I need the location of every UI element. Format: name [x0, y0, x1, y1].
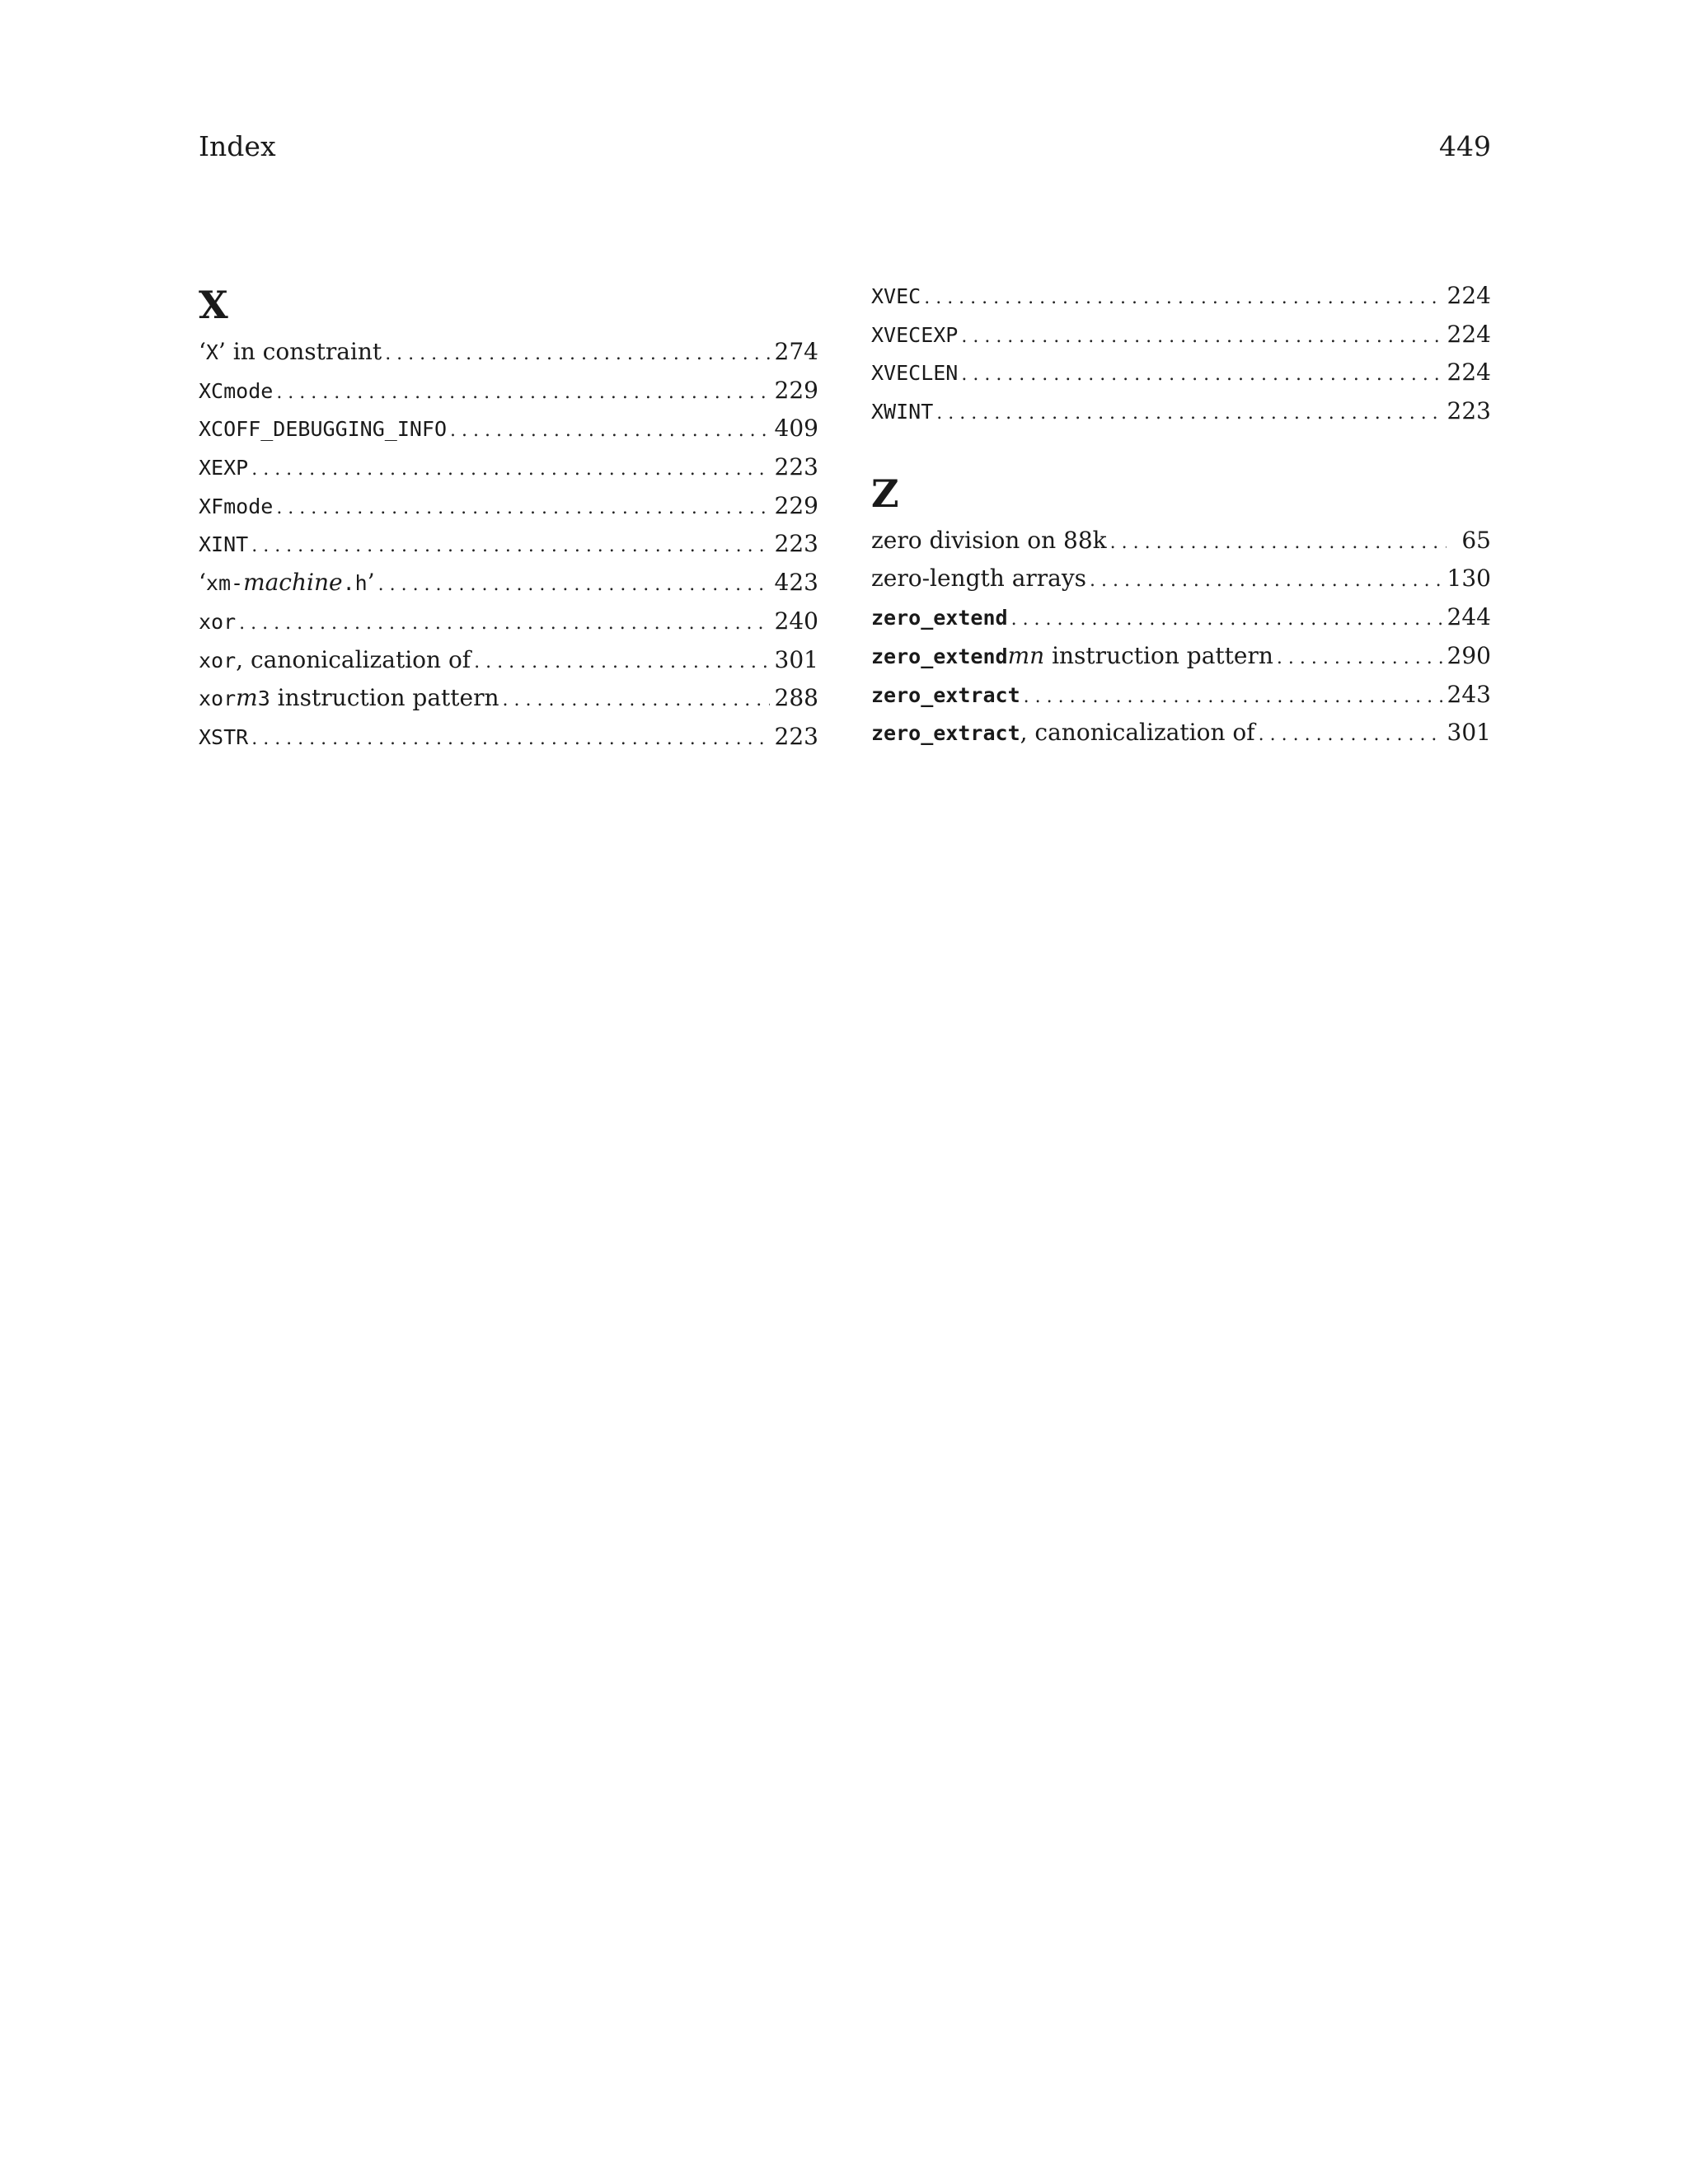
index-code: XSTR — [199, 724, 249, 749]
index-entry — [199, 372, 818, 410]
index-code: XVECEXP — [871, 322, 959, 347]
index-term — [871, 598, 1008, 638]
open-quote: ‘ — [199, 569, 206, 597]
index-term — [871, 714, 1255, 753]
index-term — [199, 679, 499, 719]
index-code: xm- — [205, 571, 244, 596]
dot-leader — [936, 392, 1442, 434]
index-entry — [199, 333, 818, 372]
page-ref: 301 — [774, 645, 818, 673]
section-letter-z: Z — [871, 471, 899, 516]
index-entry — [871, 392, 1491, 431]
index-text: in constraint — [225, 338, 382, 365]
page-ref: 240 — [774, 607, 818, 635]
index-text: zero-length arrays — [871, 565, 1087, 593]
index-code: zero_extend — [871, 606, 1008, 630]
dot-leader — [1259, 714, 1442, 755]
index-code: xor — [199, 648, 237, 673]
dot-leader — [503, 679, 770, 720]
index-code: xor — [199, 609, 237, 634]
dot-leader — [378, 564, 770, 605]
page-ref: 223 — [774, 722, 818, 750]
index-term — [199, 641, 471, 681]
index-entry — [199, 525, 818, 564]
index-text: , canonicalization of — [1020, 719, 1255, 747]
index-entry — [871, 522, 1491, 560]
dot-leader — [251, 525, 769, 566]
index-entry — [871, 637, 1491, 676]
index-term — [199, 525, 248, 565]
index-entry — [199, 487, 818, 526]
index-entry — [871, 598, 1491, 637]
index-text: instruction pattern — [270, 684, 499, 712]
close-quote: ’ — [218, 338, 226, 365]
page-ref: 224 — [1447, 359, 1491, 387]
page-ref: 274 — [774, 338, 818, 365]
dot-leader — [961, 316, 1442, 357]
index-entry — [871, 676, 1491, 715]
section-letter-x: X — [199, 283, 228, 327]
index-column-left — [199, 277, 818, 757]
page-ref: 224 — [1447, 282, 1491, 309]
page-ref: 301 — [1447, 719, 1491, 747]
dot-leader — [450, 410, 770, 451]
index-term — [199, 564, 375, 603]
dot-leader — [1011, 598, 1442, 640]
page-ref: 243 — [1447, 680, 1491, 708]
dot-leader — [276, 372, 769, 413]
dot-leader — [1024, 676, 1442, 717]
dot-leader — [924, 277, 1442, 318]
index-code: zero_extend — [871, 644, 1008, 668]
dot-leader — [474, 641, 769, 682]
index-term — [871, 277, 921, 316]
page-ref: 223 — [774, 530, 818, 558]
dot-leader — [1277, 637, 1442, 678]
index-code: X — [205, 340, 218, 364]
index-entry — [871, 277, 1491, 316]
index-entry — [199, 641, 818, 680]
page-ref: 288 — [774, 684, 818, 712]
index-term — [199, 333, 382, 373]
running-head-title: Index — [199, 130, 276, 162]
index-term — [871, 676, 1020, 715]
index-text: zero division on 88k — [871, 526, 1107, 554]
index-entry — [871, 316, 1491, 354]
index-code: XEXP — [199, 456, 249, 480]
index-term — [199, 410, 447, 449]
page-ref: 423 — [774, 569, 818, 597]
page-ref: 229 — [774, 491, 818, 519]
index-term — [199, 718, 248, 757]
index-term — [871, 522, 1107, 560]
dot-leader — [276, 487, 769, 528]
index-term — [871, 392, 933, 432]
index-italic: m — [236, 684, 258, 712]
index-text: , canonicalization of — [236, 645, 471, 673]
open-quote: ‘ — [199, 338, 206, 365]
index-entry — [199, 564, 818, 602]
dot-leader — [1090, 560, 1442, 601]
index-entry — [871, 354, 1491, 392]
index-entry — [871, 714, 1491, 752]
index-code: xor — [199, 687, 237, 711]
index-entry — [199, 718, 818, 757]
dot-leader — [239, 602, 769, 644]
index-code: XWINT — [871, 400, 934, 424]
dot-leader — [1110, 522, 1447, 563]
page-number: 449 — [1439, 130, 1491, 162]
page-ref: 409 — [774, 415, 818, 443]
index-entry — [199, 410, 818, 448]
index-code: XVEC — [871, 284, 921, 308]
index-code: 3 — [257, 687, 270, 711]
index-term — [871, 637, 1273, 677]
running-head — [199, 130, 1491, 170]
page-ref: 223 — [1447, 397, 1491, 425]
index-code: zero_extract — [871, 721, 1020, 746]
index-column-right — [871, 277, 1491, 752]
index-term — [199, 602, 236, 642]
close-quote: ’ — [367, 569, 375, 597]
page-ref: 224 — [1447, 320, 1491, 348]
page-ref: 290 — [1447, 641, 1491, 669]
index-code: XVECLEN — [871, 361, 959, 386]
index-entry — [199, 448, 818, 487]
page-ref: 223 — [774, 453, 818, 481]
page-ref: 229 — [774, 376, 818, 404]
index-code: .h — [342, 571, 368, 596]
index-code: XCOFF_DEBUGGING_INFO — [199, 417, 448, 442]
index-term — [199, 448, 248, 488]
index-code: XCmode — [199, 378, 274, 403]
index-italic: mn — [1007, 641, 1045, 669]
index-term — [871, 560, 1086, 598]
index-entry — [871, 560, 1491, 598]
dot-leader — [251, 448, 769, 490]
index-term — [871, 354, 958, 393]
index-term — [199, 487, 273, 527]
dot-leader — [961, 354, 1442, 395]
page-ref: 130 — [1447, 565, 1491, 593]
index-code: XFmode — [199, 494, 274, 518]
index-entry — [199, 679, 818, 718]
page-ref: 65 — [1461, 526, 1491, 554]
dot-leader — [251, 718, 769, 759]
index-code: zero_extract — [871, 682, 1020, 707]
dot-leader — [385, 333, 769, 374]
page-ref: 244 — [1447, 603, 1491, 631]
index-entry — [199, 602, 818, 641]
index-text: instruction pattern — [1044, 641, 1273, 669]
index-code: XINT — [199, 532, 249, 557]
index-italic: machine — [243, 569, 343, 597]
index-term — [199, 372, 273, 411]
index-term — [871, 316, 958, 355]
